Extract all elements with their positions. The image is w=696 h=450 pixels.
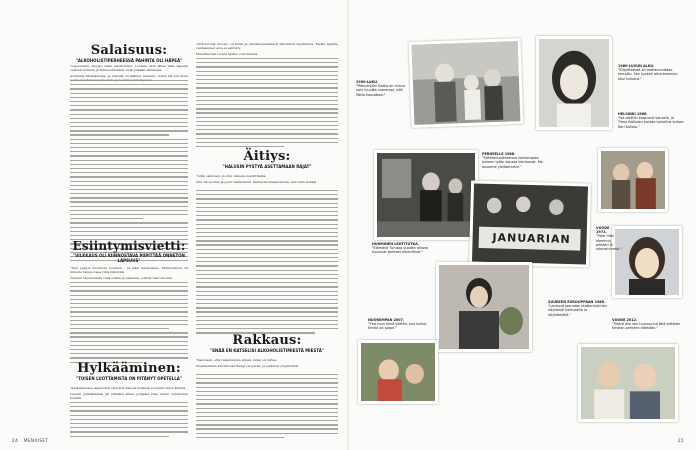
stage-sign-text: JANUARIAN: [492, 231, 571, 247]
caption-1950s: [356, 80, 406, 97]
magazine-name: MENAISET: [23, 438, 49, 443]
caption-text: "Kirjoittaessa oli teatteruudessa kerrottu. Sen kyseen aiheutaminen olisi hullutus.": [618, 68, 678, 81]
section-hylkaaminen-header: [70, 362, 188, 383]
section-hylkaaminen-text: [70, 386, 188, 398]
paragraph: "Äitiä olemisen on ollut minulle merkittävää.: [196, 174, 267, 178]
older-portrait-image: [615, 229, 679, 295]
caption-lehtitutka: [372, 242, 430, 255]
paragraph: 1950-luvulla avioero oli kriisi ja yhteiskunnallisesti hävettävä tapahtuma. Meille lapsille vanhempien eroa ei selitetty.: [196, 42, 338, 51]
paragraph: "Tein pakjon huomiota kouluun – ja siksi latstaukses. Esiintyminen oli minulle helppo tapa tulla nähdyksi.: [70, 266, 188, 275]
caption-title: 1960-LUVUN ALKU.: [618, 64, 655, 68]
body-text-lines: [196, 190, 338, 337]
caption-title: SUUREEN EUROOPPAAN 1966.: [548, 300, 606, 304]
photo-two-women: [578, 344, 678, 422]
paragraph: "Kaikuuksessa lapsuuden varjostin kanssa melkein vuodeksi myös äidistä.: [70, 386, 187, 390]
caption-helsinki-1966: [618, 112, 684, 129]
paragraph: Enemmänkin avioliitossa Bengt oli perhe- ja ystävien ympäröimä.: [196, 363, 299, 368]
caption-eurooppa-1966: [548, 300, 608, 317]
section-rakkaus-header: [196, 334, 338, 355]
body-text-lines: [70, 402, 188, 440]
page-gutter: [347, 0, 349, 450]
caption-vuode-2012: [612, 318, 682, 331]
paragraph: Muistikuvani tuosta ajasta ovat hataria.: [196, 52, 259, 56]
caption-text: "Pikkuenjani Saaka on minua vain muutta nuorempi, sillä Mella kasvattaa.": [356, 84, 406, 97]
section-aitiys-title: Äitiys:: [243, 149, 291, 164]
caption-text: "Tyttärentallenteissa vanhempien kolmen tytön kanssa kiertuavat. Me asumme ylellisemmin.": [482, 156, 543, 169]
page-number-right: 25: [677, 438, 684, 443]
photo-family-1950s: [409, 38, 524, 128]
body-text-lines: [70, 282, 188, 366]
photo-man-plant: [436, 262, 532, 352]
paragraph: Lapsen pelkääminen jäi pitkäksi aikaa pohjaksi sille, miten suhtaudun muihin.: [70, 391, 188, 400]
caption-text: "Elämänä Turussa vuoden aikana kuuluvat perheet aiheuttivat.": [372, 246, 429, 255]
section-rakkaus-subtitle: "ENÄÄ EN KATSELISI ALKOHOLISTIMIESTÄ MIESTÄ": [210, 348, 324, 353]
paragraph: Tuntuni lapsuudesta vielä tutkin ja pelastua, joilloin nauroin sille.: [70, 276, 174, 280]
caption-title: PERHEELLE 1988.: [482, 152, 516, 156]
photo-portrait-young: [536, 36, 612, 130]
caption-title: NUOREMPAN 2007.: [368, 318, 405, 322]
two-women-photo-image: [581, 347, 675, 419]
section-rakkaus-title: Rakkaus:: [232, 333, 302, 348]
man-photo-image: [439, 265, 529, 349]
photo-child: [358, 340, 438, 404]
photo-interior-group: [374, 150, 478, 240]
caption-text: "Isä otettiin kaasunut sairaala, ja Tiimo Kalliolan kanssa tarkoitus kulkea Kari Kallola.": [618, 116, 684, 129]
section-esiintymisvietti-title: Esiintymisvietti:: [72, 239, 186, 253]
section-aitiys-subtitle: "HALUSIN PYSTYÄ ASETTAMAAN RAJAT": [222, 164, 312, 169]
portrait-photo-image: [539, 39, 609, 127]
body-text-lines: [196, 374, 338, 441]
section-esiintymisvietti-text: [70, 266, 188, 278]
caption-title: VUODE 1972.: [596, 226, 610, 235]
paragraph: Asuimme Mellakdossa, ja minulla oli jäännyt nielemu, miten isä tuli illoin: [70, 74, 188, 78]
caption-perheelle-1988: [482, 152, 546, 169]
section-esiintymisvietti-header: [70, 240, 188, 265]
caption-text: "Tytärä olla sen tuunuunna tätä tyttären Emilian perheen elämään.": [612, 322, 681, 331]
footer-right: [678, 438, 684, 443]
child-photo-image: [361, 343, 435, 401]
section-esiintymisvietti-subtitle: "VILKKAUS OLI KIINNOSTAVA PIIPITTÄÄ ONNETON LAPSUUS": [73, 253, 185, 263]
photo-older-portrait: [612, 226, 682, 298]
photo-stage-sign: [469, 180, 591, 267]
page-number-left: 24: [12, 438, 19, 443]
caption-vuode-1972: [596, 226, 620, 251]
footer-left: [12, 438, 48, 443]
body-text-lines: [196, 58, 338, 150]
body-text-lines: [70, 80, 188, 264]
photo-family-couple: [598, 148, 668, 212]
section-aitiys-text: [196, 174, 338, 186]
section-salaisuus-header: [70, 44, 188, 65]
caption-1960s: [618, 64, 684, 81]
caption-title: HELSINKI 1966.: [618, 112, 648, 116]
couple-photo-image: [601, 151, 665, 209]
caption-text: "Palki riitoi aiemmin, pitkään ja intensiivisesti.": [596, 234, 622, 252]
caption-title: VUODE 2012.: [612, 318, 638, 322]
section-rakkaus-text: [196, 358, 338, 370]
caption-text: "Yksi mun ehkä välitön, kun torkut Emilia on pojan.": [368, 322, 427, 331]
section-salaisuus-title: Salaisuus:: [90, 43, 168, 58]
section-salaisuus-subtitle: "ALKOHOLISTIPERHEESSÄ PAHINTA OLI HÄPEÄ": [75, 58, 183, 63]
column2-intro-text: [196, 42, 338, 54]
interior-photo-image: [377, 153, 475, 237]
stage-photo-image: [472, 184, 588, 265]
paragraph: "Sanotaan, että rakastumme siihen, mikä on tuttua.: [196, 358, 278, 362]
caption-title: 1950-LUKU.: [356, 80, 379, 84]
caption-text: "Laulavat Jaarnaan teatteriryhmän näyttelijä kiertueella ja näyttämöllä.": [548, 304, 607, 317]
section-hylkaaminen-subtitle: "TOISEN LUOTTAMISTA ON PITÄNYT OPETELLA": [76, 376, 182, 381]
caption-title: HUHMINEN LEHTITUTKA.: [372, 242, 420, 246]
paragraph: "Lapsuutani varjosti isäni alkoholismi. Louhen, että lähes illan häpeän vaikutti minuun ja ihmissuhteisiini vielä pitkään aikuisena.: [70, 64, 188, 73]
section-salaisuus-text: [70, 64, 188, 76]
caption-nuorempan-2007: [368, 318, 434, 331]
section-aitiys-header: [196, 150, 338, 171]
family-photo-image: [412, 41, 521, 125]
paragraph: Olin 29-vuotias ja juuri valmistunut Teatterikorkeakoulusta, kun tulin äidiksi.: [196, 179, 318, 184]
section-hylkaaminen-title: Hylkääminen:: [77, 361, 181, 376]
